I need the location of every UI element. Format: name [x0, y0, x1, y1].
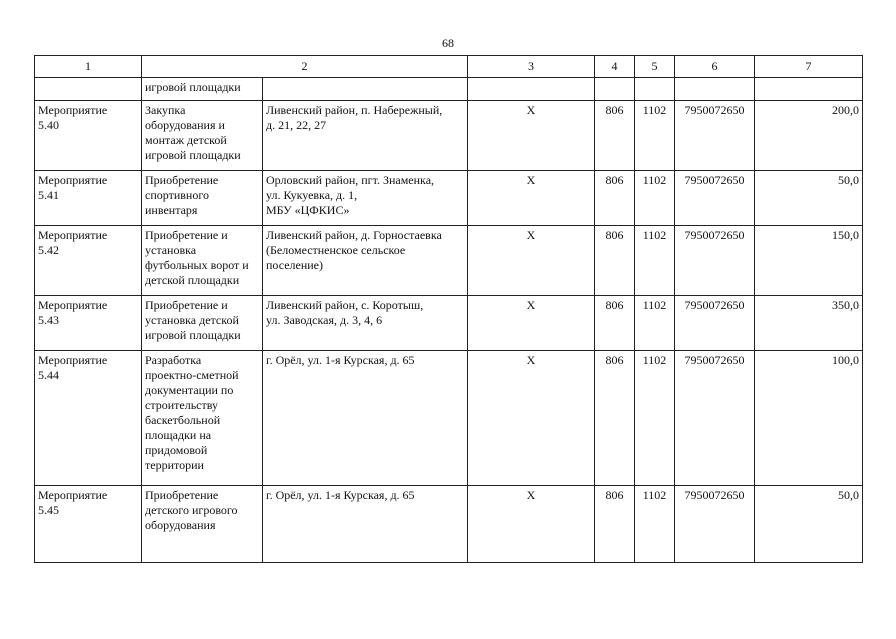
- table-row: [35, 351, 863, 486]
- col5-cell: 1102: [635, 486, 675, 563]
- cell-empty: [263, 78, 468, 101]
- col5-cell: 1102: [635, 351, 675, 486]
- continuation-text: игровой площадки: [142, 78, 263, 101]
- col6-cell: 7950072650: [675, 351, 755, 486]
- table-row: [35, 101, 863, 171]
- header-col-7: 7: [755, 56, 863, 78]
- event-cell: Мероприятие 5.45: [35, 486, 142, 563]
- cell-empty: [675, 78, 755, 101]
- continuation-row: [35, 78, 863, 101]
- cell-empty: [635, 78, 675, 101]
- col5-cell: 1102: [635, 226, 675, 296]
- table-row: [35, 226, 863, 296]
- amount-cell: 50,0: [755, 171, 863, 226]
- col3-cell: Х: [468, 101, 595, 171]
- col5-cell: 1102: [635, 296, 675, 351]
- col6-cell: 7950072650: [675, 101, 755, 171]
- col3-cell: Х: [468, 486, 595, 563]
- event-cell: Мероприятие 5.43: [35, 296, 142, 351]
- header-col-1: 1: [35, 56, 142, 78]
- col3-cell: Х: [468, 296, 595, 351]
- col6-cell: 7950072650: [675, 486, 755, 563]
- col5-cell: 1102: [635, 101, 675, 171]
- col3-cell: Х: [468, 171, 595, 226]
- col6-cell: 7950072650: [675, 171, 755, 226]
- col4-cell: 806: [595, 101, 635, 171]
- cell-empty: [595, 78, 635, 101]
- name-cell: Приобретение и установка детской игровой площадки: [142, 296, 263, 351]
- amount-cell: 350,0: [755, 296, 863, 351]
- location-cell: г. Орёл, ул. 1-я Курская, д. 65: [263, 486, 468, 563]
- cell-empty: [35, 78, 142, 101]
- table-row: [35, 296, 863, 351]
- col5-cell: 1102: [635, 171, 675, 226]
- cell-empty: [468, 78, 595, 101]
- event-cell: Мероприятие 5.44: [35, 351, 142, 486]
- name-cell: Разработка проектно-сметной документации по строительству баскетбольной площадки на придомовой территории: [142, 351, 263, 486]
- header-col-2: 2: [142, 56, 468, 78]
- event-cell: Мероприятие 5.40: [35, 101, 142, 171]
- name-cell: Приобретение и установка футбольных ворот и детской площадки: [142, 226, 263, 296]
- location-cell: г. Орёл, ул. 1-я Курская, д. 65: [263, 351, 468, 486]
- name-cell: Приобретение детского игрового оборудования: [142, 486, 263, 563]
- header-col-5: 5: [635, 56, 675, 78]
- col4-cell: 806: [595, 296, 635, 351]
- amount-cell: 200,0: [755, 101, 863, 171]
- col3-cell: Х: [468, 351, 595, 486]
- col4-cell: 806: [595, 486, 635, 563]
- amount-cell: 50,0: [755, 486, 863, 563]
- name-cell: Приобретение спортивного инвентаря: [142, 171, 263, 226]
- budget-table: [34, 55, 863, 563]
- col4-cell: 806: [595, 171, 635, 226]
- col6-cell: 7950072650: [675, 226, 755, 296]
- location-cell: Ливенский район, д. Горностаевка (Беломестненское сельское поселение): [263, 226, 468, 296]
- col6-cell: 7950072650: [675, 296, 755, 351]
- location-cell: Ливенский район, с. Коротыш, ул. Заводская, д. 3, 4, 6: [263, 296, 468, 351]
- event-cell: Мероприятие 5.42: [35, 226, 142, 296]
- header-col-4: 4: [595, 56, 635, 78]
- col4-cell: 806: [595, 226, 635, 296]
- table-row: [35, 171, 863, 226]
- header-col-6: 6: [675, 56, 755, 78]
- col4-cell: 806: [595, 351, 635, 486]
- header-col-3: 3: [468, 56, 595, 78]
- name-cell: Закупка оборудования и монтаж детской игровой площадки: [142, 101, 263, 171]
- header-row: [35, 56, 863, 78]
- amount-cell: 150,0: [755, 226, 863, 296]
- event-cell: Мероприятие 5.41: [35, 171, 142, 226]
- col3-cell: Х: [468, 226, 595, 296]
- amount-cell: 100,0: [755, 351, 863, 486]
- location-cell: Ливенский район, п. Набережный, д. 21, 22, 27: [263, 101, 468, 171]
- page-number: 68: [442, 36, 454, 50]
- location-cell: Орловский район, пгт. Знаменка, ул. Кукуевка, д. 1, МБУ «ЦФКИС»: [263, 171, 468, 226]
- table-row: [35, 486, 863, 563]
- cell-empty: [755, 78, 863, 101]
